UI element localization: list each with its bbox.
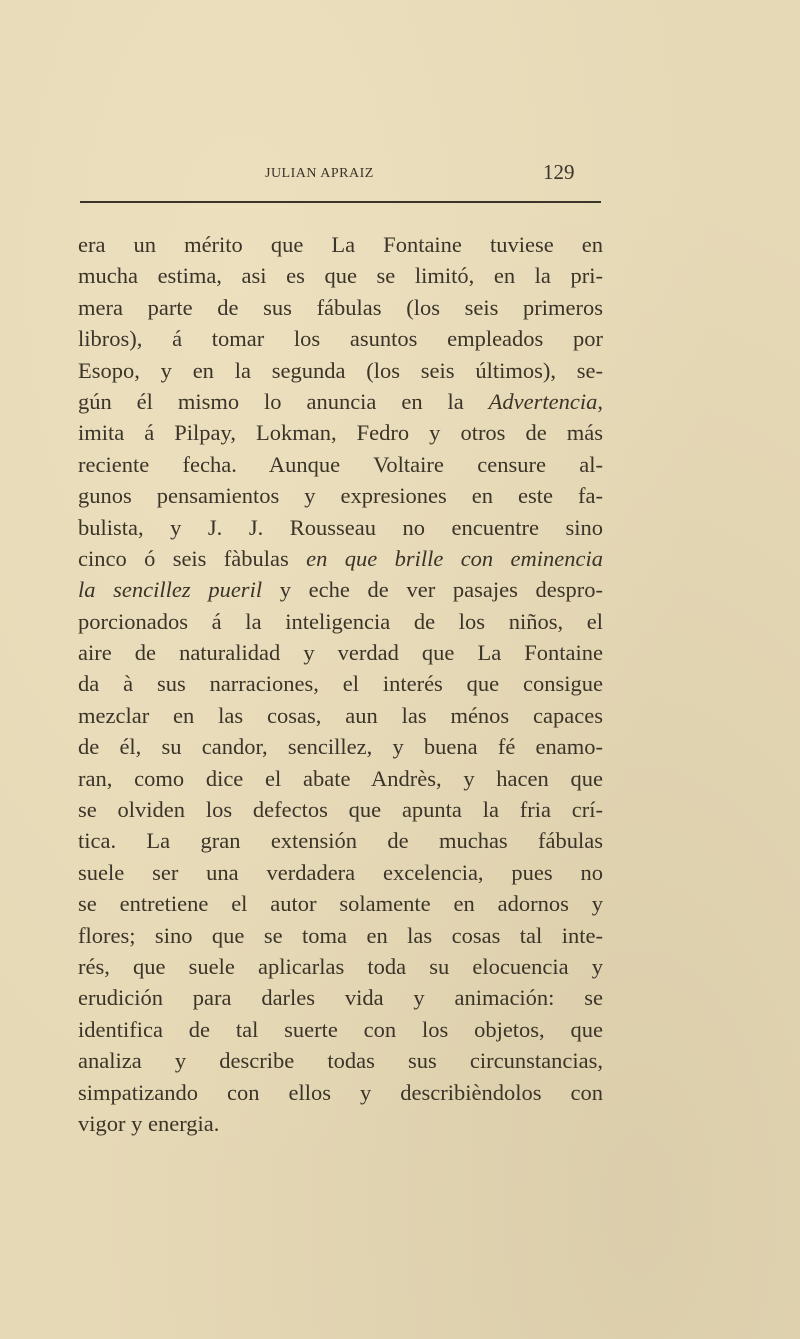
text-line xyxy=(78,700,603,731)
text-line xyxy=(78,1108,603,1139)
text-line xyxy=(78,1014,603,1045)
text-segment: bulista, y J. J. Rousseau no encuentre sino xyxy=(78,514,603,540)
text-line xyxy=(78,574,603,605)
text-line xyxy=(78,888,603,919)
text-line xyxy=(78,731,603,762)
header-rule xyxy=(80,201,601,203)
text-line xyxy=(78,951,603,982)
text-line xyxy=(78,355,603,386)
text-segment: aire de naturalidad y verdad que La Fontaine xyxy=(78,640,603,666)
text-line xyxy=(78,543,603,574)
text-segment: , xyxy=(597,388,603,414)
text-segment: flores; sino que se toma en las cosas tal inte- xyxy=(78,922,603,948)
text-line xyxy=(78,606,603,637)
text-segment: de él, su candor, sencillez, y buena fé enamo- xyxy=(78,734,603,760)
text-segment: mucha estima, asi es que se limitó, en la pri- xyxy=(78,263,603,289)
text-line xyxy=(78,417,603,448)
text-segment: imita á Pilpay, Lokman, Fedro y otros de más xyxy=(78,420,603,446)
text-line xyxy=(78,982,603,1013)
text-segment: libros), á tomar los asuntos empleados por xyxy=(78,326,603,352)
text-segment: y eche de ver pasajes despro- xyxy=(262,577,603,603)
text-segment: se olviden los defectos que apunta la fria crí- xyxy=(78,797,603,823)
italic-text: en que brille con eminencia xyxy=(306,545,603,571)
text-line xyxy=(78,763,603,794)
text-line xyxy=(78,920,603,951)
text-segment: identifica de tal suerte con los objetos, que xyxy=(78,1016,603,1042)
text-line xyxy=(78,292,603,323)
text-segment: ran, como dice el abate Andrès, y hacen que xyxy=(78,765,603,791)
text-line xyxy=(78,637,603,668)
text-segment: rés, que suele aplicarlas toda su elocuencia y xyxy=(78,953,603,979)
text-segment: da à sus narraciones, el interés que consigue xyxy=(78,671,603,697)
italic-text: Advertencia xyxy=(488,388,598,414)
text-line xyxy=(78,668,603,699)
text-line xyxy=(78,323,603,354)
text-line xyxy=(78,794,603,825)
text-line xyxy=(78,825,603,856)
text-segment: vigor y energia. xyxy=(78,1110,220,1136)
text-segment: simpatizando con ellos y describièndolos con xyxy=(78,1079,603,1105)
text-segment: suele ser una verdadera excelencia, pues no xyxy=(78,859,603,885)
text-line xyxy=(78,512,603,543)
text-line xyxy=(78,260,603,291)
text-segment: Esopo, y en la segunda (los seis últimos), se- xyxy=(78,357,603,383)
text-segment: analiza y describe todas sus circunstancias, xyxy=(78,1048,603,1074)
page-number: 129 xyxy=(543,160,575,184)
text-line xyxy=(78,229,603,260)
text-line xyxy=(78,480,603,511)
text-segment: reciente fecha. Aunque Voltaire censure al- xyxy=(78,451,603,477)
text-line xyxy=(78,857,603,888)
text-line xyxy=(78,1045,603,1076)
text-line xyxy=(78,386,603,417)
text-segment: se entretiene el autor solamente en adornos y xyxy=(78,891,603,917)
text-segment: porcionados á la inteligencia de los niños, el xyxy=(78,608,603,634)
text-segment: cinco ó seis fàbulas xyxy=(78,545,307,571)
text-segment: mezclar en las cosas, aun las ménos capaces xyxy=(78,702,603,728)
text-segment: gún él mismo lo anuncia en la xyxy=(78,388,489,414)
text-segment: mera parte de sus fábulas (los seis primeros xyxy=(78,294,603,320)
text-line xyxy=(78,1077,603,1108)
running-head: JULIAN APRAIZ xyxy=(265,166,374,181)
body-text xyxy=(78,229,603,1139)
text-line xyxy=(78,449,603,480)
text-segment: era un mérito que La Fontaine tuviese en xyxy=(78,232,603,257)
text-segment: gunos pensamientos y expresiones en este fa- xyxy=(78,483,603,509)
text-segment: erudición para darles vida y animación: se xyxy=(78,985,603,1011)
italic-text: la sencillez pueril xyxy=(78,577,263,603)
text-segment: tica. La gran extensión de muchas fábulas xyxy=(78,828,603,854)
